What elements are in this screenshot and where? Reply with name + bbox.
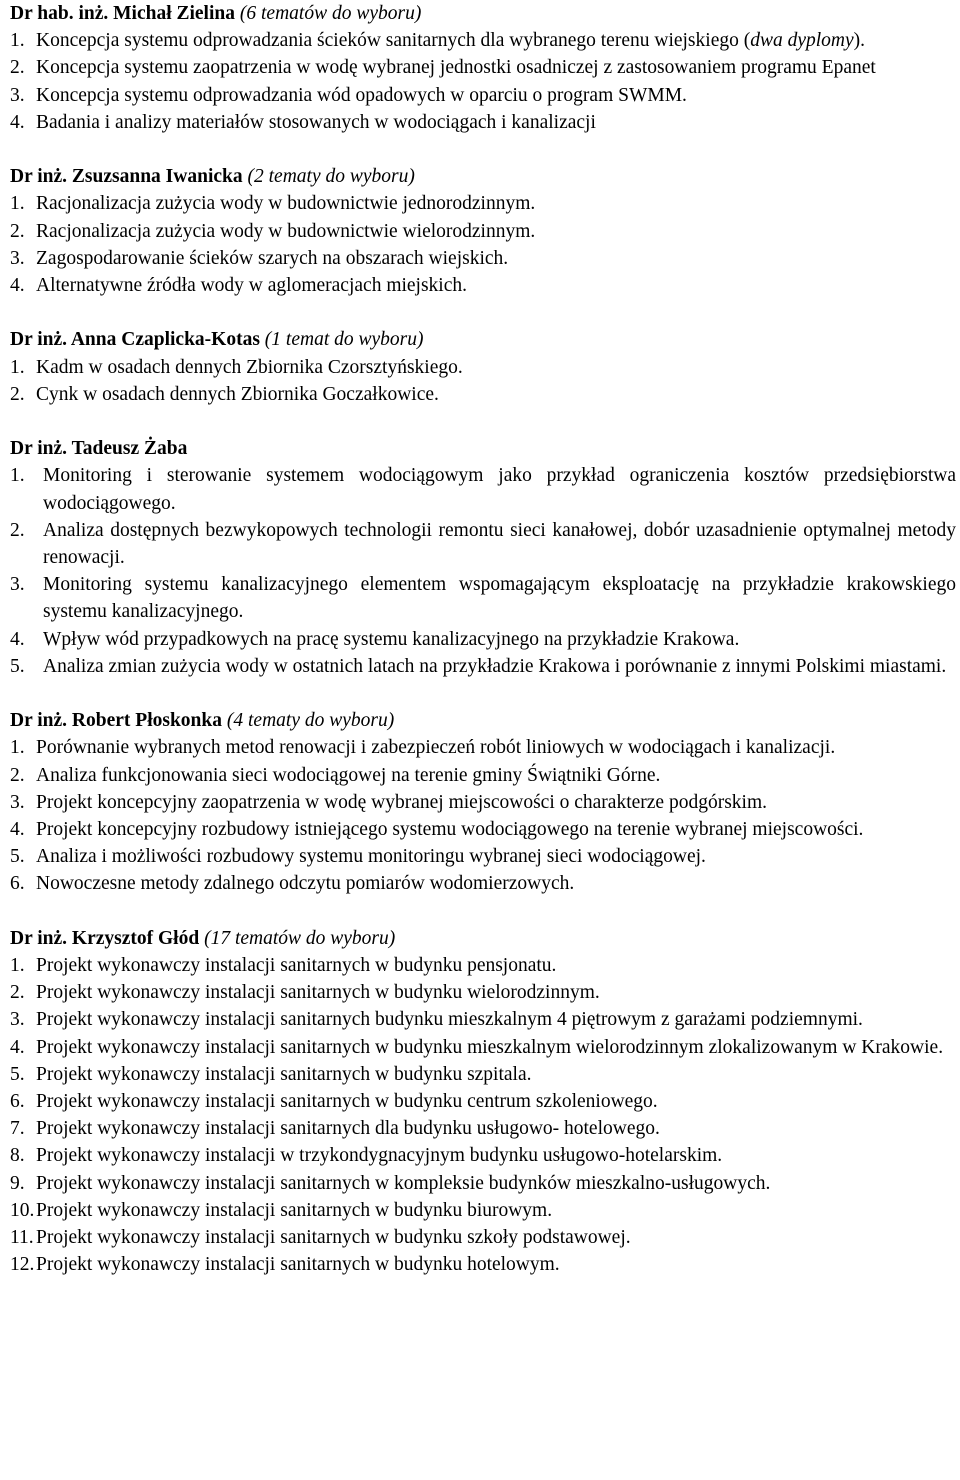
- supervisor-name: Dr inż. Robert Płoskonka: [10, 710, 222, 732]
- topic-text: [36, 789, 956, 816]
- topic-text-main: Projekt wykonawczy instalacji sanitarnych budynku mieszkalnym 4 piętrowym z garażami podziemnymi.: [36, 1009, 863, 1031]
- topic-number: 2.: [10, 220, 25, 242]
- topic-text-main: Analiza i możliwości rozbudowy systemu monitoringu wybranej sieci wodociągowej.: [36, 846, 706, 868]
- supervisor-name: Dr inż. Krzysztof Głód: [10, 927, 200, 949]
- topic-number: 4.: [10, 818, 25, 840]
- topic-text: [36, 1061, 956, 1088]
- topic-number: 5.: [10, 655, 25, 677]
- topic-text-main: Projekt wykonawczy instalacji sanitarnych w budynku hotelowym.: [36, 1254, 560, 1276]
- topic-text-main: Koncepcja systemu zaopatrzenia w wodę wybranej jednostki osadniczej z zastosowaniem programu Epanet: [36, 57, 876, 79]
- topic-text: [36, 190, 956, 217]
- topic-text: [36, 1115, 956, 1142]
- supervisor-header: [10, 0, 956, 27]
- topic-item: [10, 462, 956, 516]
- topic-text-main: Porównanie wybranych metod renowacji i zabezpieczeń robót liniowych w wodociągach i kanalizacji.: [36, 737, 836, 759]
- topic-item: [10, 1034, 956, 1061]
- topic-text-main: Projekt wykonawczy instalacji sanitarnych w budynku szkoły podstawowej.: [36, 1226, 631, 1248]
- topic-text: [36, 272, 956, 299]
- topic-item: [10, 1224, 956, 1251]
- topic-number: 5.: [10, 846, 25, 868]
- topic-text-main: Projekt koncepcyjny zaopatrzenia w wodę wybranej miejscowości o charakterze podgórskim.: [36, 791, 767, 813]
- topic-text-main: Wpływ wód przypadkowych na pracę systemu kanalizacyjnego na przykładzie Krakowa.: [43, 628, 740, 650]
- topic-item: [10, 1197, 956, 1224]
- topic-number: 6.: [10, 873, 25, 895]
- topic-text: [36, 218, 956, 245]
- topic-text: [36, 54, 956, 81]
- topic-text: [36, 354, 956, 381]
- topic-number: 12.: [10, 1254, 35, 1276]
- topic-text: [43, 462, 956, 516]
- topic-text: [36, 1088, 956, 1115]
- topic-number: 1.: [10, 954, 25, 976]
- topic-text: [43, 626, 956, 653]
- topic-number: 1.: [10, 465, 25, 487]
- topic-item: [10, 218, 956, 245]
- supervisor-header: [10, 163, 956, 190]
- topic-text-main: Projekt wykonawczy instalacji sanitarnych w budynku mieszkalnym wielorodzinnym zlokalizowanym w Krakowie.: [36, 1036, 944, 1058]
- topic-item: [10, 1061, 956, 1088]
- topic-number: 8.: [10, 1145, 25, 1167]
- topic-section: [10, 163, 956, 299]
- topic-number: 2.: [10, 764, 25, 786]
- topic-text: [43, 571, 956, 625]
- topic-text-main: Projekt wykonawczy instalacji sanitarnych w budynku biurowym.: [36, 1199, 553, 1221]
- topic-item: [10, 1115, 956, 1142]
- topic-item: [10, 27, 956, 54]
- topic-section: [10, 0, 956, 136]
- topic-item: [10, 245, 956, 272]
- topic-text: [36, 1170, 956, 1197]
- topic-item: [10, 952, 956, 979]
- topic-number: 3.: [10, 247, 25, 269]
- topic-text-main: Racjonalizacja zużycia wody w budownictwie wielorodzinnym.: [36, 220, 536, 242]
- topic-text: [36, 245, 956, 272]
- topic-text-main: Projekt wykonawczy instalacji sanitarnych w budynku szpitala.: [36, 1063, 532, 1085]
- topic-number: 6.: [10, 1090, 25, 1112]
- topic-item: [10, 190, 956, 217]
- topic-text: [36, 1224, 956, 1251]
- topic-number: 3.: [10, 791, 25, 813]
- topic-text-after: ).: [853, 30, 866, 52]
- topic-text-main: Analiza dostępnych bezwykopowych technologii remontu sieci kanałowej, dobór uzasadnienie optymalnej metody renowacji.: [43, 519, 956, 568]
- topic-text: [36, 82, 956, 109]
- topic-text-main: Projekt koncepcyjny rozbudowy istniejącego systemu wodociągowego na terenie wybranej miejscowości.: [36, 818, 864, 840]
- topic-number: 11.: [10, 1226, 34, 1248]
- topic-item: [10, 517, 956, 571]
- topic-number: 2.: [10, 519, 25, 541]
- topic-text-main: Zagospodarowanie ścieków szarych na obszarach wiejskich.: [36, 247, 509, 269]
- topic-text: [36, 1251, 956, 1278]
- topic-text-main: Monitoring systemu kanalizacyjnego elementem wspomagającym eksploatację na przykładzie krakowskiego systemu kanalizacyjnego.: [43, 574, 956, 623]
- topic-number: 1.: [10, 193, 25, 215]
- topic-item: [10, 272, 956, 299]
- topic-item: [10, 762, 956, 789]
- topic-item: [10, 1251, 956, 1278]
- topic-text: [36, 1034, 956, 1061]
- topic-text-italic: dwa dyplomy: [750, 30, 854, 52]
- topic-number: 2.: [10, 982, 25, 1004]
- supervisor-name: Dr inż. Anna Czaplicka-Kotas: [10, 329, 260, 351]
- topic-section: [10, 925, 956, 1279]
- topic-text: [36, 762, 956, 789]
- topic-count-note: (17 tematów do wyboru): [204, 927, 396, 949]
- topic-text: [43, 653, 956, 680]
- supervisor-header: [10, 925, 956, 952]
- supervisor-name: Dr inż. Zsuzsanna Iwanicka: [10, 166, 243, 188]
- topic-item: [10, 1006, 956, 1033]
- topic-item: [10, 789, 956, 816]
- topic-item: [10, 354, 956, 381]
- topic-text-main: Projekt wykonawczy instalacji sanitarnych w kompleksie budynków mieszkalno-usługowych.: [36, 1172, 771, 1194]
- topic-section: [10, 707, 956, 897]
- topic-number: 4.: [10, 628, 25, 650]
- topic-number: 2.: [10, 383, 25, 405]
- topic-text: [36, 1142, 956, 1169]
- topic-text-main: Projekt wykonawczy instalacji sanitarnych w budynku pensjonatu.: [36, 954, 557, 976]
- topic-text: [36, 734, 956, 761]
- topic-item: [10, 816, 956, 843]
- topic-number: 1.: [10, 356, 25, 378]
- supervisor-name: Dr inż. Tadeusz Żaba: [10, 438, 188, 460]
- topic-text: [36, 1006, 956, 1033]
- topic-text: [36, 816, 956, 843]
- topic-number: 4.: [10, 111, 25, 133]
- topic-text: [36, 109, 956, 136]
- topic-text-main: Monitoring i sterowanie systemem wodociągowym jako przykład ograniczenia kosztów przedsiębiorstwa wodociągowego.: [43, 465, 956, 514]
- topic-text-main: Projekt wykonawczy instalacji sanitarnych w budynku wielorodzinnym.: [36, 982, 600, 1004]
- topic-count-note: (6 tematów do wyboru): [239, 3, 422, 24]
- topic-item: [10, 1088, 956, 1115]
- topic-text-main: Projekt wykonawczy instalacji sanitarnych w budynku centrum szkoleniowego.: [36, 1090, 658, 1112]
- topic-number: 2.: [10, 57, 25, 79]
- topic-section: [10, 326, 956, 408]
- topic-item: [10, 381, 956, 408]
- topic-item: [10, 626, 956, 653]
- topic-number: 4.: [10, 1036, 25, 1058]
- topic-text-main: Koncepcja systemu odprowadzania ścieków sanitarnych dla wybranego terenu wiejskiego (: [36, 30, 751, 52]
- topic-text-main: Koncepcja systemu odprowadzania wód opadowych w oparciu o program SWMM.: [36, 84, 687, 106]
- topic-text-main: Nowoczesne metody zdalnego odczytu pomiarów wodomierzowych.: [36, 873, 575, 895]
- topic-number: 4.: [10, 274, 25, 296]
- topic-number: 10.: [10, 1199, 35, 1221]
- topic-text: [36, 27, 956, 54]
- topic-item: [10, 109, 956, 136]
- topic-text: [43, 517, 956, 571]
- topic-number: 3.: [10, 84, 25, 106]
- topic-item: [10, 1170, 956, 1197]
- topic-count-note: (4 tematy do wyboru): [226, 710, 395, 732]
- supervisor-header: [10, 707, 956, 734]
- topic-count-note: (2 tematy do wyboru): [247, 166, 415, 188]
- topic-item: [10, 979, 956, 1006]
- topic-text-main: Projekt wykonawczy instalacji sanitarnych dla budynku usługowo- hotelowego.: [36, 1118, 660, 1140]
- topic-item: [10, 843, 956, 870]
- topic-text-main: Kadm w osadach dennych Zbiornika Czorsztyńskiego.: [36, 356, 463, 378]
- topic-text: [36, 952, 956, 979]
- topic-section: [10, 435, 956, 680]
- topic-item: [10, 653, 956, 680]
- topic-item: [10, 54, 956, 81]
- topic-item: [10, 571, 956, 625]
- topic-text: [36, 843, 956, 870]
- topic-text-main: Cynk w osadach dennych Zbiornika Goczałkowice.: [36, 383, 439, 405]
- topic-text-main: Badania i analizy materiałów stosowanych w wodociągach i kanalizacji: [36, 111, 596, 133]
- topic-number: 1.: [10, 737, 25, 759]
- topic-item: [10, 1142, 956, 1169]
- supervisor-name: Dr hab. inż. Michał Zielina: [10, 3, 235, 24]
- supervisor-header: [10, 326, 956, 353]
- topic-item: [10, 82, 956, 109]
- topic-number: 1.: [10, 30, 25, 52]
- topic-text-main: Projekt wykonawczy instalacji w trzykondygnacyjnym budynku usługowo-hotelarskim.: [36, 1145, 723, 1167]
- topic-number: 9.: [10, 1172, 25, 1194]
- topic-text: [36, 1197, 956, 1224]
- topic-text-main: Racjonalizacja zużycia wody w budownictwie jednorodzinnym.: [36, 193, 536, 215]
- topic-number: 3.: [10, 574, 25, 596]
- topic-text-main: Alternatywne źródła wody w aglomeracjach miejskich.: [36, 274, 468, 296]
- topic-text: [36, 979, 956, 1006]
- topic-text-main: Analiza funkcjonowania sieci wodociągowej na terenie gminy Świątniki Górne.: [36, 764, 661, 786]
- topic-item: [10, 870, 956, 897]
- topic-text: [36, 870, 956, 897]
- topic-number: 5.: [10, 1063, 25, 1085]
- topic-count-note: (1 temat do wyboru): [264, 329, 424, 351]
- topic-text-main: Analiza zmian zużycia wody w ostatnich latach na przykładzie Krakowa i porównanie z innymi Polskimi miastami.: [43, 655, 947, 677]
- topic-number: 3.: [10, 1009, 25, 1031]
- supervisor-header: [10, 435, 956, 462]
- topic-item: [10, 734, 956, 761]
- topic-text: [36, 381, 956, 408]
- topic-number: 7.: [10, 1118, 25, 1140]
